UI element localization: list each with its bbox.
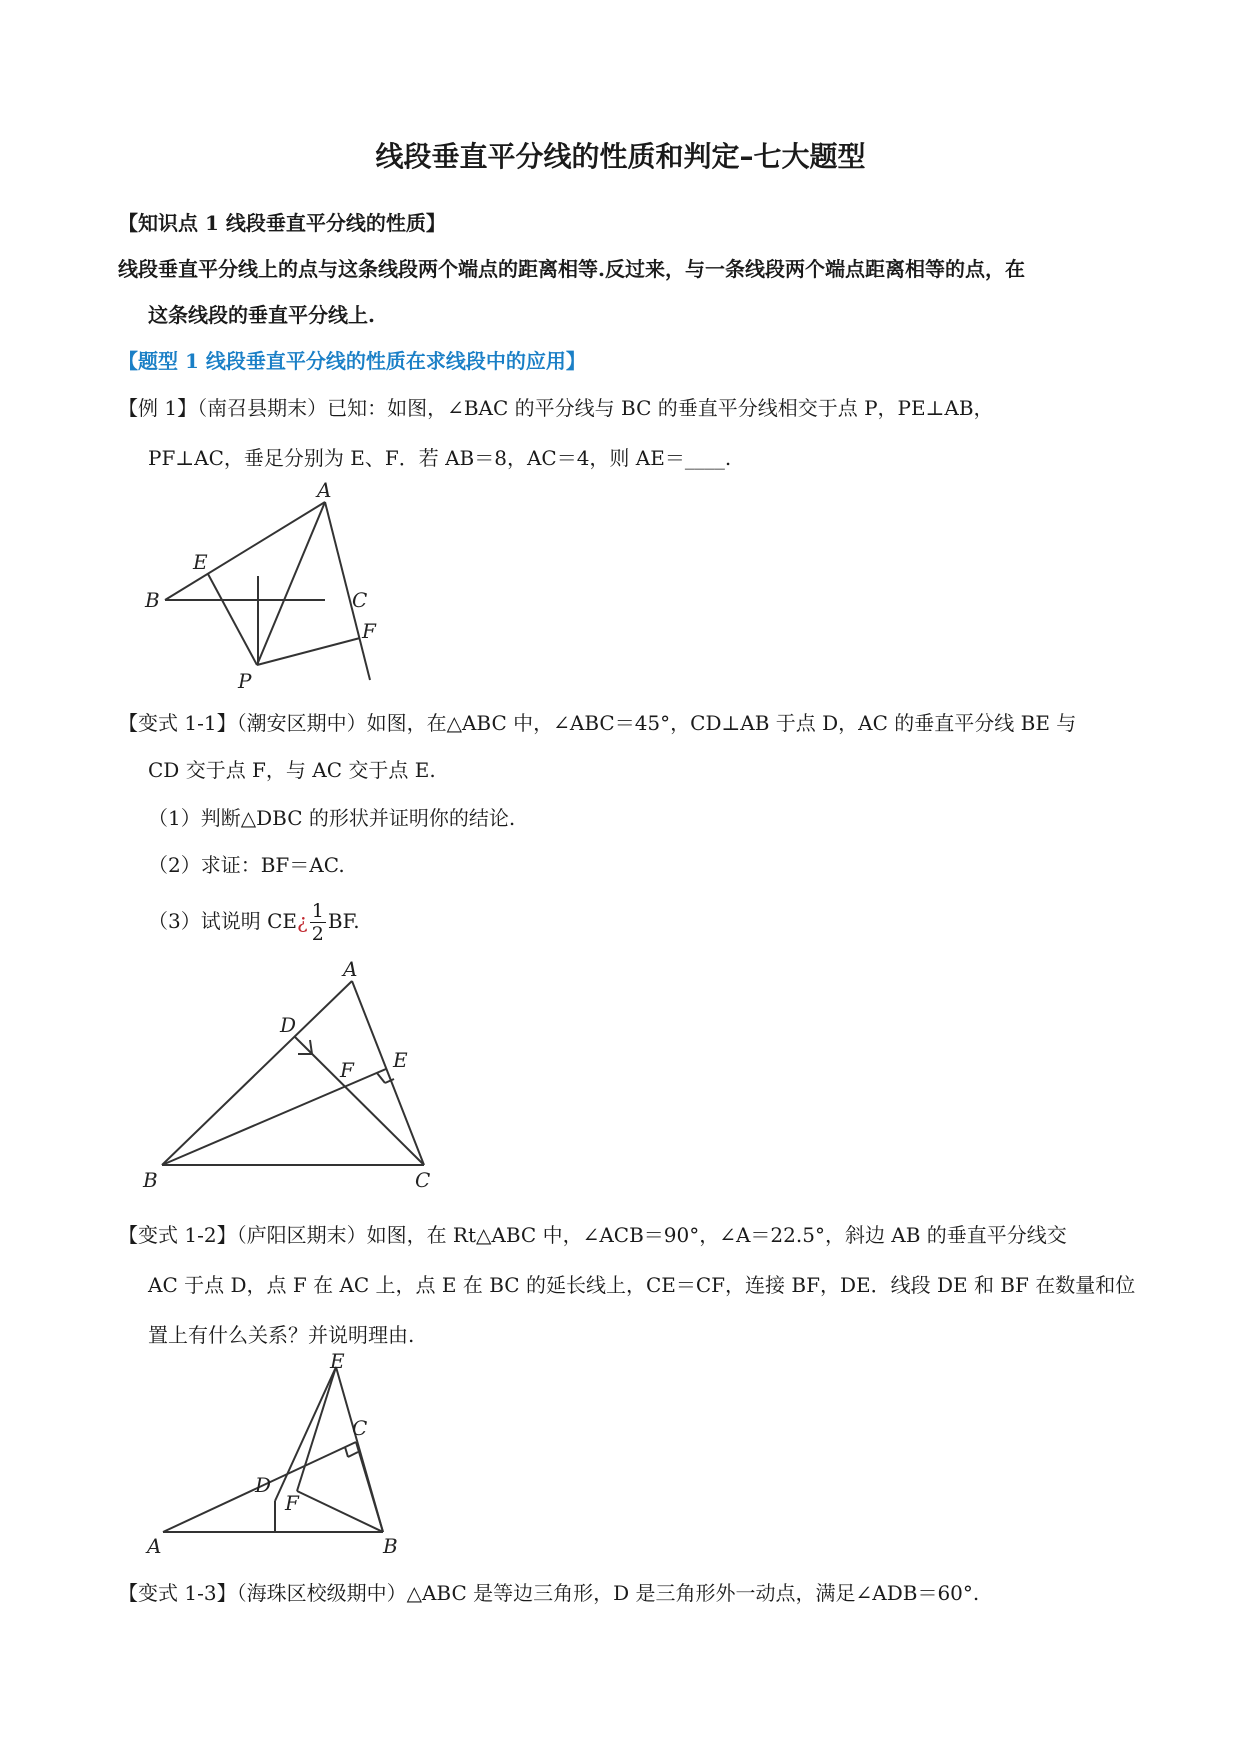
knowledge-point-text-1: 线段垂直平分线上的点与这条线段两个端点的距离相等.反过来，与一条线段两个端点距离相等的点，在 [118, 257, 1025, 281]
label-a: A [343, 957, 358, 981]
label-d: D [255, 1473, 272, 1497]
right-angle-c-2 [348, 1452, 358, 1457]
variant-1-1-q3 [148, 900, 360, 945]
segment-be [162, 1069, 386, 1165]
label-f: F [362, 619, 376, 643]
example-1-line-2: PF⊥AC，垂足分别为 E、F．若 AB＝8，AC＝4，则 AE＝____. [148, 446, 732, 470]
knowledge-point-text-2: 这条线段的垂直平分线上. [148, 303, 375, 327]
segment-pf [257, 638, 360, 665]
label-b: B [145, 588, 160, 612]
segment-eb [336, 1367, 383, 1532]
q3-prefix: （3）试说明 CE [148, 909, 297, 933]
variant-1-2-line-2: AC 于点 D，点 F 在 AC 上，点 E 在 BC 的延长线上，CE＝CF，连接 BF，DE．线段 DE 和 BF 在数量和位 [148, 1273, 1136, 1297]
fraction-denominator: 2 [311, 923, 324, 945]
figure-example-1 [140, 478, 400, 693]
label-a: A [317, 478, 332, 502]
label-b: B [143, 1168, 158, 1192]
page-title: 线段垂直平分线的性质和判定–七大题型 [375, 140, 866, 173]
fraction-numerator: 1 [311, 900, 324, 922]
right-angle-c-1 [345, 1447, 348, 1457]
q3-glyph: ¿ [296, 909, 308, 933]
variant-1-1-q2: （2）求证：BF＝AC. [148, 853, 345, 877]
label-f: F [340, 1058, 354, 1082]
segment-ef [297, 1367, 336, 1491]
variant-1-2-line-3: 置上有什么关系？并说明理由. [148, 1323, 415, 1347]
segment-fb [297, 1491, 383, 1532]
label-e: E [393, 1048, 408, 1072]
segment-ac [352, 981, 424, 1165]
label-c: C [415, 1168, 431, 1192]
label-d: D [280, 1013, 297, 1037]
label-e: E [330, 1349, 345, 1373]
segment-ed [275, 1367, 336, 1501]
variant-1-1-q1: （1）判断△DBC 的形状并证明你的结论. [148, 806, 516, 830]
right-angle-e-1 [377, 1073, 385, 1083]
variant-1-1-line-2: CD 交于点 F，与 AC 交于点 E. [148, 758, 436, 782]
segment-ap [257, 502, 325, 665]
label-f: F [285, 1491, 299, 1515]
label-a: A [147, 1534, 162, 1558]
label-b: B [383, 1534, 398, 1558]
label-c: C [352, 588, 368, 612]
segment-ep [208, 574, 257, 665]
segment-ba [165, 502, 325, 600]
segment-ba [162, 981, 352, 1165]
fraction-one-half [310, 900, 326, 945]
label-e: E [193, 550, 208, 574]
knowledge-point-heading: 【知识点 1 线段垂直平分线的性质】 [118, 211, 446, 235]
figure-variant-1-1 [140, 957, 440, 1192]
q3-suffix: BF. [327, 909, 360, 933]
figure-variant-1-2 [140, 1349, 420, 1558]
variant-1-3-line-1: 【变式 1-3】（海珠区校级期中）△ABC 是等边三角形，D 是三角形外一动点，满足∠ADB＝60°. [118, 1581, 980, 1605]
question-type-heading: 【题型 1 线段垂直平分线的性质在求线段中的应用】 [118, 349, 586, 373]
variant-1-2-line-1: 【变式 1-2】（庐阳区期末）如图，在 Rt△ABC 中，∠ACB＝90°，∠A＝22.5°，斜边 AB 的垂直平分线交 [118, 1223, 1067, 1247]
variant-1-1-line-1: 【变式 1-1】（潮安区期中）如图，在△ABC 中，∠ABC＝45°，CD⊥AB 于点 D，AC 的垂直平分线 BE 与 [118, 711, 1077, 735]
example-1-line-1: 【例 1】（南召县期末）已知：如图，∠BAC 的平分线与 BC 的垂直平分线相交于点 P，PE⊥AB， [118, 396, 994, 420]
label-p: P [238, 669, 252, 693]
label-c: C [352, 1416, 368, 1440]
